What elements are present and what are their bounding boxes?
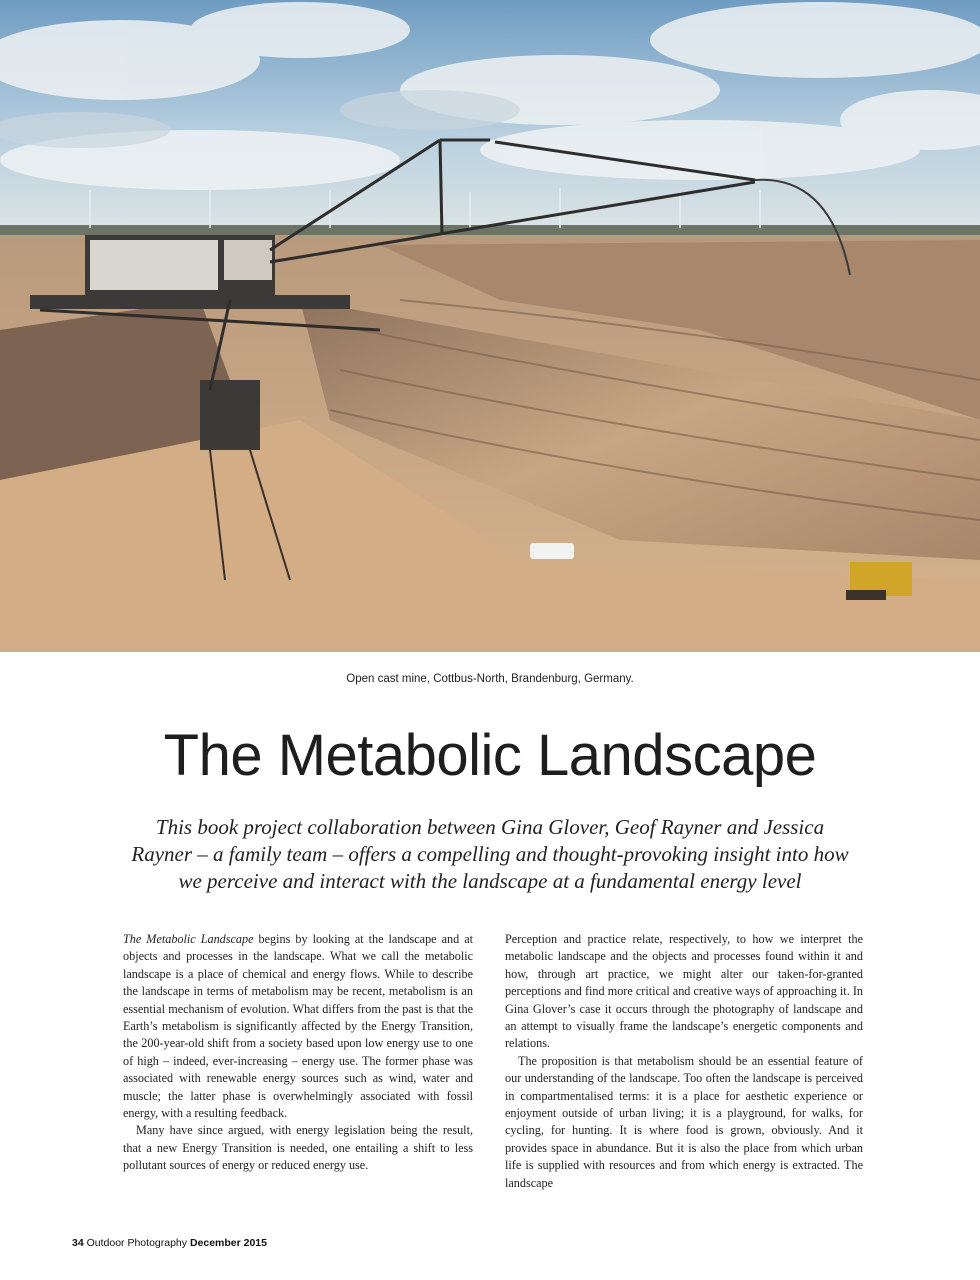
issue-date: December 2015 (189, 1237, 267, 1249)
photo-caption: Open cast mine, Cottbus-North, Brandenburg, Germany. (346, 673, 634, 685)
article-standfirst: This book project collaboration between Gina Glover, Geof Rayner and Jessica Rayner – a family team – offers a compelling and thought-provoking insight into how we perceive and interact with the landscape at a fundamental energy level (131, 815, 849, 893)
body-column-left (123, 931, 473, 1175)
body-text: begins by looking at the landscape and at objects and processes in the landscape. What we call the metabolic landscape is a place of chemical and energy flows. While to describe the landscape in terms of metabolism may be recent, metabolism is an essential mechanism of evolution. What differs from the past is that the Earth’s metabolism is significantly affected by the Energy Transition, the 200-year-old shift from a society based upon low energy use to one of high – indeed, ever-increasing – energy use. The former phase was associated with renewable energy sources such as wind, water and muscle; the latter phase is overwhelmingly associated with fossil energy, with a resulting feedback. (123, 932, 473, 1121)
body-paragraph: Many have since argued, with energy legislation being the result, that a new Energy Transition is needed, one entailing a shift to less pollutant sources of energy or reduced energy use. (123, 1123, 473, 1173)
body-column-right (505, 931, 863, 1192)
publication-name: Outdoor Photography (86, 1237, 188, 1249)
page-footer (72, 1237, 267, 1249)
article-title: The Metabolic Landscape (163, 723, 817, 788)
body-paragraph (123, 931, 473, 1122)
page-number: 34 (72, 1237, 84, 1249)
book-title-italic: The Metabolic Landscape (123, 932, 254, 946)
body-paragraph: The proposition is that metabolism should be an essential feature of our understanding of the landscape. Too often the landscape is perceived in compartmentalised terms: it is a place for aesthetic experience or enjoyment outside of urban living; it is a playground, for walks, for cycling, for hunting. It is where food is grown, obviously. And it provides space in abundance. But it is also the place from which urban life is supplied with resources and from which energy is extracted. The landscape (505, 1053, 863, 1190)
body-paragraph: Perception and practice relate, respectively, to how we interpret the metabolic landscape and the objects and processes found within it and how, through art practice, we might alter our taken-for-granted perceptions and find more critical and creative ways of approaching it. In Gina Glover’s case it occurs through the photography of landscape and an attempt to visually frame the landscape’s energetic components and relations. (505, 932, 863, 1051)
